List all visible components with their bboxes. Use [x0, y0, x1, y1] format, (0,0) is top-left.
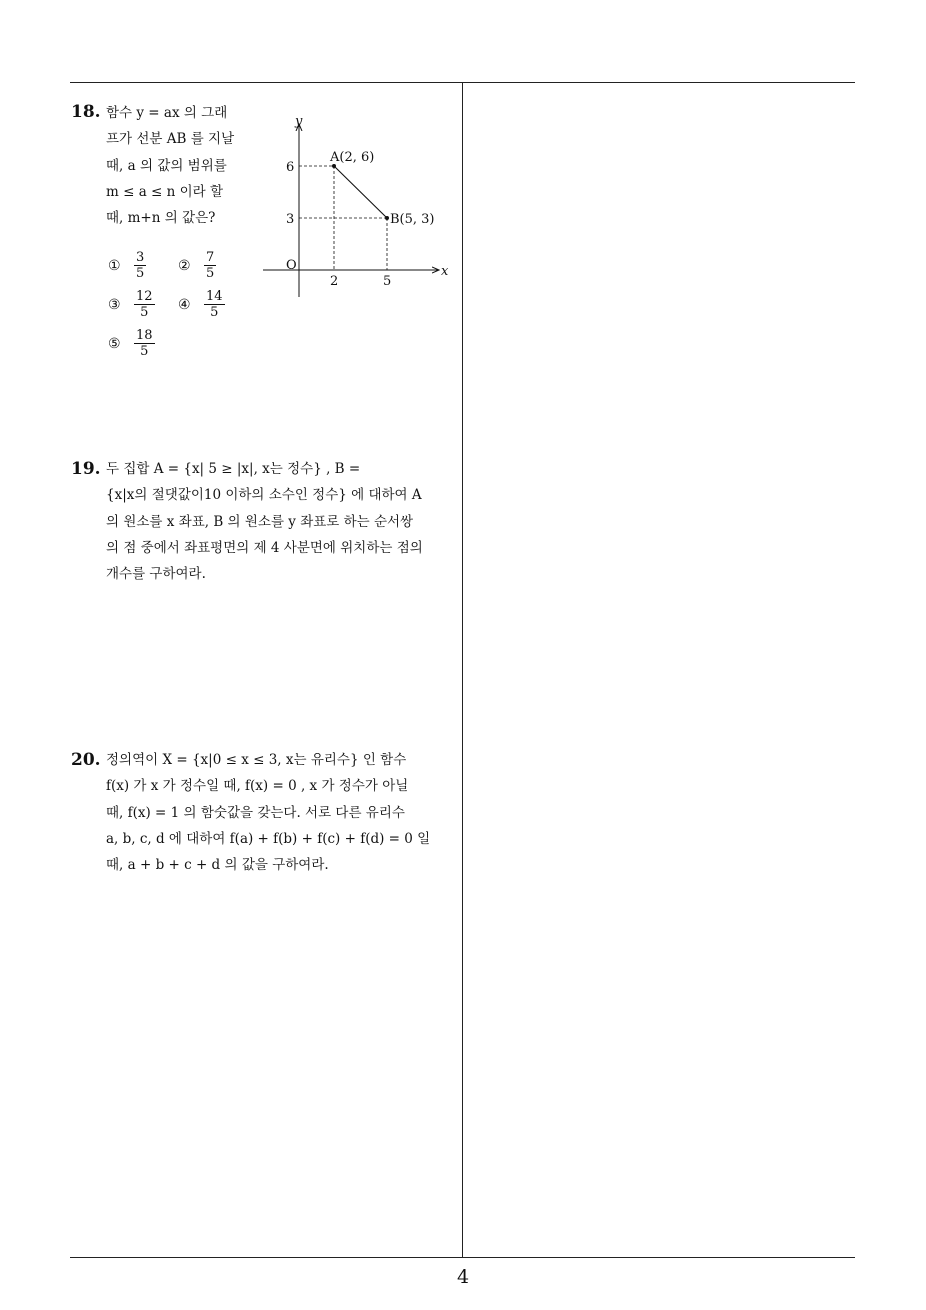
fraction: $\frac{12}{5}$	[136, 289, 153, 320]
question-20-line: 정의역이 X = {x|0 ≤ x ≤ 3, x는 유리수} 인 함수	[106, 752, 407, 768]
question-18-line: 함수 y = ax 의 그래	[106, 105, 228, 121]
question-20-line: 때, a + b + c + d 의 값을 구하여라.	[106, 857, 329, 874]
y-tick-label: 3	[286, 212, 295, 227]
choice-mark: ③	[108, 296, 121, 313]
question-19-line: 두 집합 A = {x| 5 ≥ |x|, x는 정수} , B =	[106, 461, 361, 477]
point-a-label: A(2, 6)	[330, 150, 375, 165]
choice-mark: ⑤	[108, 335, 121, 352]
question-18-line: 때, m+n 의 값은?	[106, 210, 216, 227]
point-b	[385, 216, 389, 220]
bottom-rule	[70, 1257, 855, 1258]
choice-mark: ①	[108, 257, 121, 274]
question-18-number: 18.	[71, 102, 101, 122]
fraction: $\frac{14}{5}$	[206, 289, 223, 320]
origin-label: O	[286, 258, 297, 273]
question-19-line: 의 점 중에서 좌표평면의 제 4 사분면에 위치하는 점의	[106, 539, 423, 556]
choice-3[interactable]	[108, 289, 155, 320]
choice-2[interactable]	[178, 250, 216, 281]
x-axis-label: x	[441, 264, 449, 279]
fraction: $\frac{18}{5}$	[136, 328, 153, 359]
question-18-line: m ≤ a ≤ n 이라 할	[106, 183, 224, 200]
choice-mark: ④	[178, 296, 191, 313]
question-19-text	[106, 456, 456, 587]
question-20-line: a, b, c, d 에 대하여 f(a) + f(b) + f(c) + f(d) = 0 일	[106, 830, 431, 847]
segment-ab	[334, 166, 387, 218]
choice-mark: ②	[178, 257, 191, 274]
question-20-line: 때, f(x) = 1 의 함숫값을 갖는다. 서로 다른 유리수	[106, 804, 405, 821]
coordinate-graph	[258, 110, 458, 300]
y-axis-label: y	[295, 114, 303, 129]
point-b-label: B(5, 3)	[390, 212, 435, 227]
question-19-line: 의 원소를 x 좌표, B 의 원소를 y 좌표로 하는 순서쌍	[106, 513, 414, 530]
question-20-number: 20.	[71, 750, 101, 770]
fraction: $\frac{7}{5}$	[206, 250, 215, 281]
fraction: $\frac{3}{5}$	[136, 250, 145, 281]
question-20-text	[106, 747, 456, 878]
question-18-text	[106, 100, 234, 231]
question-19-line: 개수를 구하여라.	[106, 566, 206, 583]
question-19-number: 19.	[71, 459, 101, 479]
question-18-line: 때, a 의 값의 범위를	[106, 157, 227, 174]
y-tick-label: 6	[286, 160, 295, 175]
x-tick-label: 2	[330, 274, 339, 289]
column-divider	[462, 82, 463, 1258]
x-tick-label: 5	[383, 274, 392, 289]
question-20-line: f(x) 가 x 가 정수일 때, f(x) = 0 , x 가 정수가 아닐	[106, 778, 409, 795]
choice-1[interactable]	[108, 250, 146, 281]
question-19-line: {x|x의 절댓값이10 이하의 소수인 정수} 에 대하여 A	[106, 487, 422, 504]
question-18-line: 프가 선분 AB 를 지날	[106, 131, 235, 148]
choice-4[interactable]	[178, 289, 225, 320]
page-number: 4	[456, 1266, 470, 1288]
choice-5[interactable]	[108, 328, 155, 359]
